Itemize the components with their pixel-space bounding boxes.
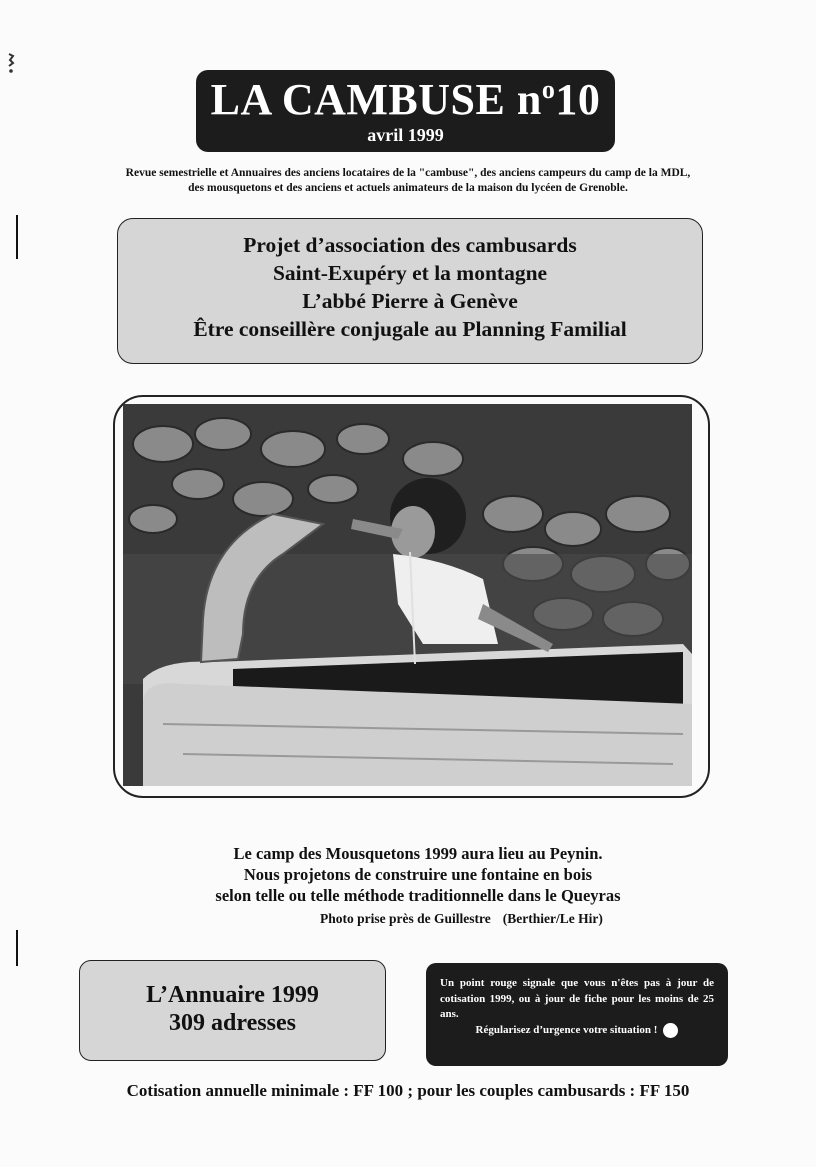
caption-line: Le camp des Mousquetons 1999 aura lieu au Peynin. <box>233 844 603 863</box>
annuaire-count: 309 adresses <box>169 1010 296 1036</box>
subtitle-line: Revue semestrielle et Annuaires des anciens locataires de la "cambuse", des anciens campeurs du camp de la MDL, <box>125 167 691 179</box>
photo-caption <box>120 843 716 906</box>
topics-box <box>117 218 703 364</box>
photo-author: (Berthier/Le Hir) <box>502 911 603 926</box>
cover-photo <box>123 404 692 786</box>
notice-action: Régularisez d’urgence votre situation ! <box>475 1023 658 1036</box>
annuaire-title: L’Annuaire 1999 <box>146 982 319 1008</box>
magazine-subtitle <box>90 166 726 196</box>
photo-credit <box>320 911 603 927</box>
subtitle-line: des mousquetons et des anciens et actuels animateurs de la maison du lycéen de Grenoble. <box>188 182 628 194</box>
topic-item: Être conseillère conjugale au Planning Familial <box>193 317 627 341</box>
annuaire-box <box>79 960 386 1061</box>
topic-item: Projet d’association des cambusards <box>243 233 577 257</box>
magazine-title: LA CAMBUSE $n^o10$ <box>210 75 601 124</box>
scan-mark-left-2 <box>16 930 18 966</box>
notice-text: Un point rouge signale que vous n'êtes pas à jour de cotisation 1999, ou à jour de fiche pour les moins de 25 ans. <box>440 977 714 1020</box>
topic-item: Saint-Exupéry et la montagne <box>272 261 548 285</box>
topic-item: L’abbé Pierre à Genève <box>302 289 518 313</box>
issue-date: avril 1999 <box>367 125 444 145</box>
membership-fee: Cotisation annuelle minimale : FF 100 ; pour les couples cambusards : FF 150 <box>126 1081 690 1100</box>
scan-mark-top <box>7 52 12 70</box>
dot-icon <box>663 1023 678 1038</box>
photo-place: Photo prise près de Guillestre <box>320 911 491 926</box>
notice-box <box>426 963 728 1066</box>
caption-line: Nous projetons de construire une fontaine en bois <box>243 865 593 884</box>
title-box <box>196 70 615 152</box>
scan-mark-left-1 <box>16 215 18 259</box>
caption-line: selon telle ou telle méthode traditionnelle dans le Queyras <box>215 886 621 905</box>
